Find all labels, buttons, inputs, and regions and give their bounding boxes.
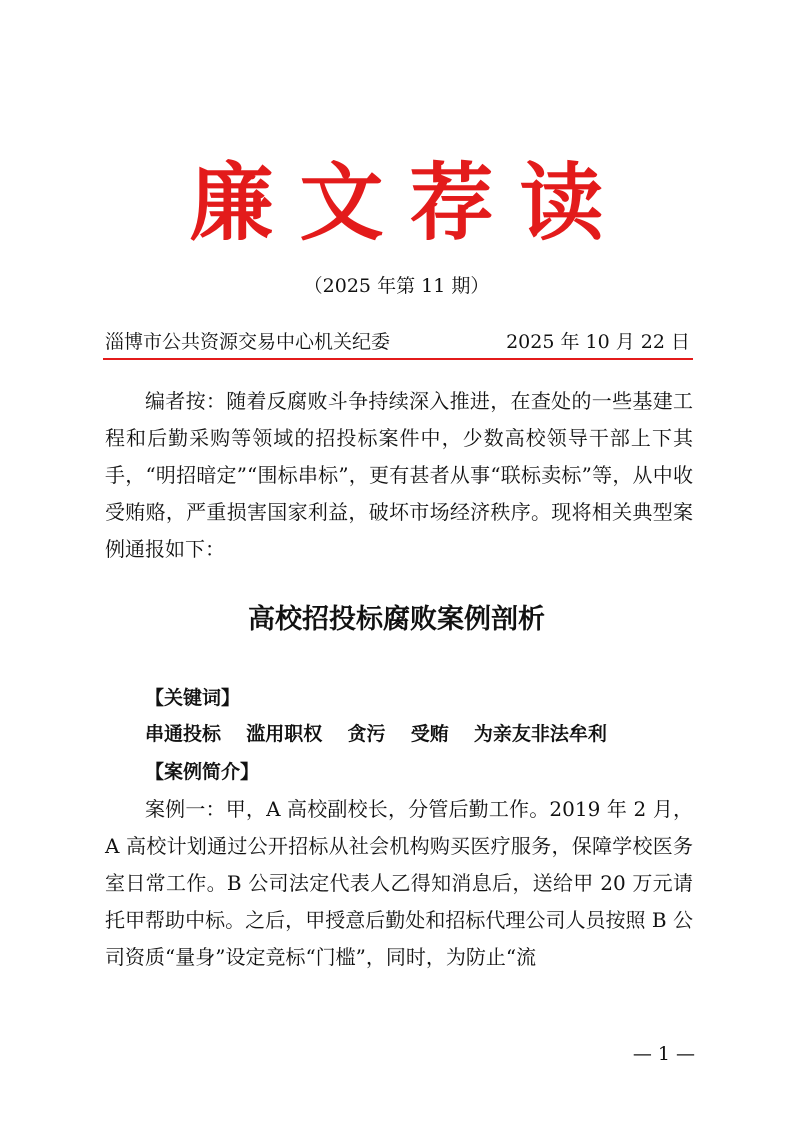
case-intro-heading: 【案例简介】	[145, 761, 260, 783]
case-one-paragraph: 案例一：甲，A 高校副校长，分管后勤工作。2019 年 2 月，A 高校计划通过公开招标从社会机构购买医疗服务，保障学校医务室日常工作。B 公司法定代表人乙得知消息后，送给甲 20 万元请托甲帮助中标。之后，甲授意后勤处和招标代理公司人员按照 B 公司资质“量身”设定竞标“门槛”，同时，为防止“流	[105, 797, 693, 969]
issue-number: （2025 年第 11 期）	[303, 275, 490, 297]
organization-name: 淄博市公共资源交易中心机关纪委	[105, 331, 391, 353]
red-divider-rule	[103, 358, 693, 360]
editor-note: 编者按：随着反腐败斗争持续深入推进，在查处的一些基建工程和后勤采购等领域的招投标案件中，少数高校领导干部上下其手，“明招暗定”“围标串标”，更有甚者从事“联标卖标”等，从中收受贿赂，严重损害国家利益，破坏市场经济秩序。现将相关典型案例通报如下：	[105, 389, 693, 561]
keywords-list: 串通投标 滥用职权 贪污 受贿 为亲友非法牟利	[145, 723, 607, 745]
masthead-title: 廉文荐读	[189, 153, 630, 252]
page-number: — 1 —	[632, 1043, 695, 1065]
article-title: 高校招投标腐败案例剖析	[248, 604, 545, 635]
publish-date: 2025 年 10 月 22 日	[506, 331, 690, 353]
header-info-line	[105, 328, 690, 358]
keywords-heading: 【关键词】	[145, 687, 241, 709]
